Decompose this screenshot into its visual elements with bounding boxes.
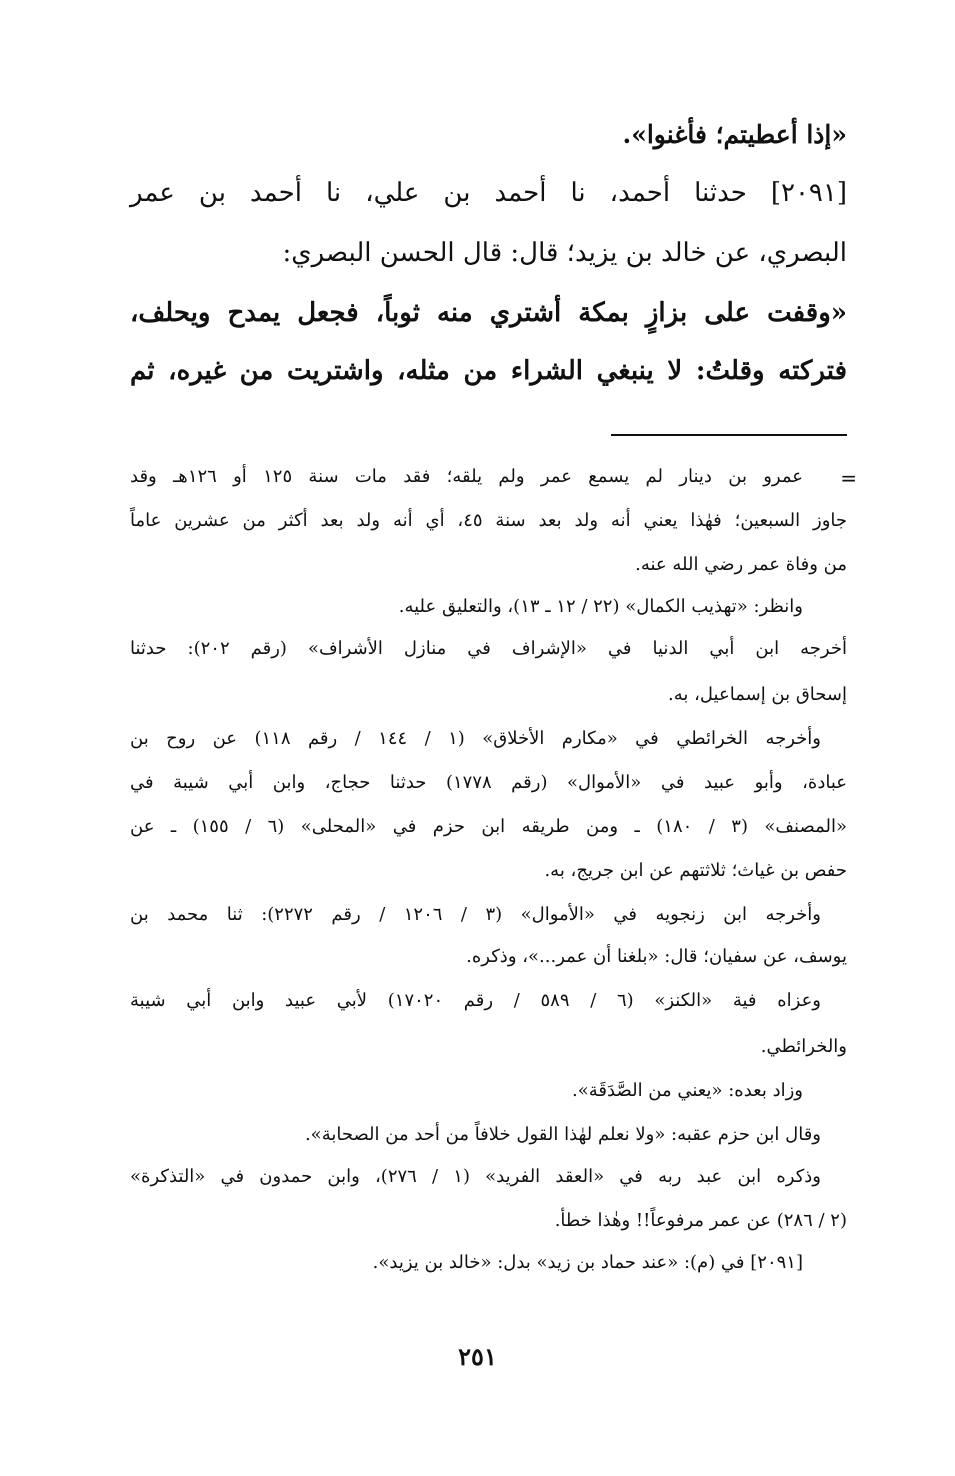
footnote-line: أخرجه ابن أبي الدنيا في «الإشراف في منازل الأشراف» (رقم ٢٠٢): حدثنا (130, 638, 847, 659)
main-line-4: «وقفت على بزازٍ بمكة أشتري منه ثوباً، فجعل يمدح ويحلف، (130, 298, 847, 328)
footnote-line: وقال ابن حزم عقبه: «ولا نعلم لهٰذا القول خلافاً من أحد من الصحابة». (304, 1124, 821, 1145)
footnote-line: عبادة، وأبو عبيد في «الأموال» (رقم ١٧٧٨) حدثنا حجاج، وابن أبي شيبة في (130, 772, 848, 793)
footnote-line: [٢٠٩١] في (م): «عند حماد بن زيد» بدل: «خالد بن يزيد». (372, 1252, 803, 1273)
footnote-line: وأخرجه ابن زنجويه في «الأموال» (٣ / ١٢٠٦ / رقم ٢٢٧٢): ثنا محمد بن (130, 904, 821, 925)
footnote-line: وأخرجه الخرائطي في «مكارم الأخلاق» (١ / ١٤٤ / رقم ١١٨) عن روح بن (130, 728, 821, 749)
footnote-line: وعزاه فية «الكنز» (٦ / ٥٨٩ / رقم ١٧٠٢٠) لأبي عبيد وابن أبي شيبة (130, 990, 822, 1011)
footnote-line: عمرو بن دينار لم يسمع عمر ولم يلقه؛ فقد مات سنة ١٢٥ أو ١٢٦هـ وقد (130, 466, 804, 487)
footnote-continuation-marker: = (840, 466, 857, 490)
footnote-line: جاوز السبعين؛ فهٰذا يعني أنه ولد بعد سنة ٤٥، أي أنه ولد بعد أكثر من عشرين عاماً (130, 510, 847, 531)
footnote-line: يوسف، عن سفيان؛ قال: «بلغنا أن عمر...»، وذكره. (466, 946, 847, 967)
footnote-line: من وفاة عمر رضي الله عنه. (635, 554, 847, 575)
main-line-1: «إذا أعطيتم؛ فأغنوا». (622, 120, 847, 149)
footnote-line: والخرائطي. (760, 1036, 847, 1057)
page-number: ٢٥١ (458, 1342, 497, 1371)
footnote-line: وذكره ابن عبد ربه في «العقد الفريد» (١ / ٢٧٦)، وابن حمدون في «التذكرة» (130, 1166, 821, 1187)
footnote-line: إسحاق بن إسماعيل، به. (668, 684, 847, 705)
footnote-line: وزاد بعده: «يعني من الصَّدَقَة». (572, 1080, 803, 1101)
footnote-line: وانظر: «تهذيب الكمال» (٢٢ / ١٢ ـ ١٣)، والتعليق عليه. (398, 596, 803, 617)
footnote-divider (611, 434, 847, 436)
footnote-line: حفص بن غياث؛ ثلاثتهم عن ابن جريج، به. (544, 860, 847, 881)
footnote-line: «المصنف» (٣ / ١٨٠) ـ ومن طريقه ابن حزم في «المحلى» (٦ / ١٥٥) ـ عن (130, 816, 847, 837)
main-line-3: البصري، عن خالد بن يزيد؛ قال: قال الحسن البصري: (282, 238, 847, 268)
main-line-5: فتركته وقلتُ: لا ينبغي الشراء من مثله، واشتريت من غيره، ثم (130, 356, 847, 386)
main-line-2: [٢٠٩١] حدثنا أحمد، نا أحمد بن علي، نا أحمد بن عمر (130, 178, 847, 208)
footnote-line: (٢ / ٢٨٦) عن عمر مرفوعاً!! وهٰذا خطأ. (554, 1210, 847, 1231)
